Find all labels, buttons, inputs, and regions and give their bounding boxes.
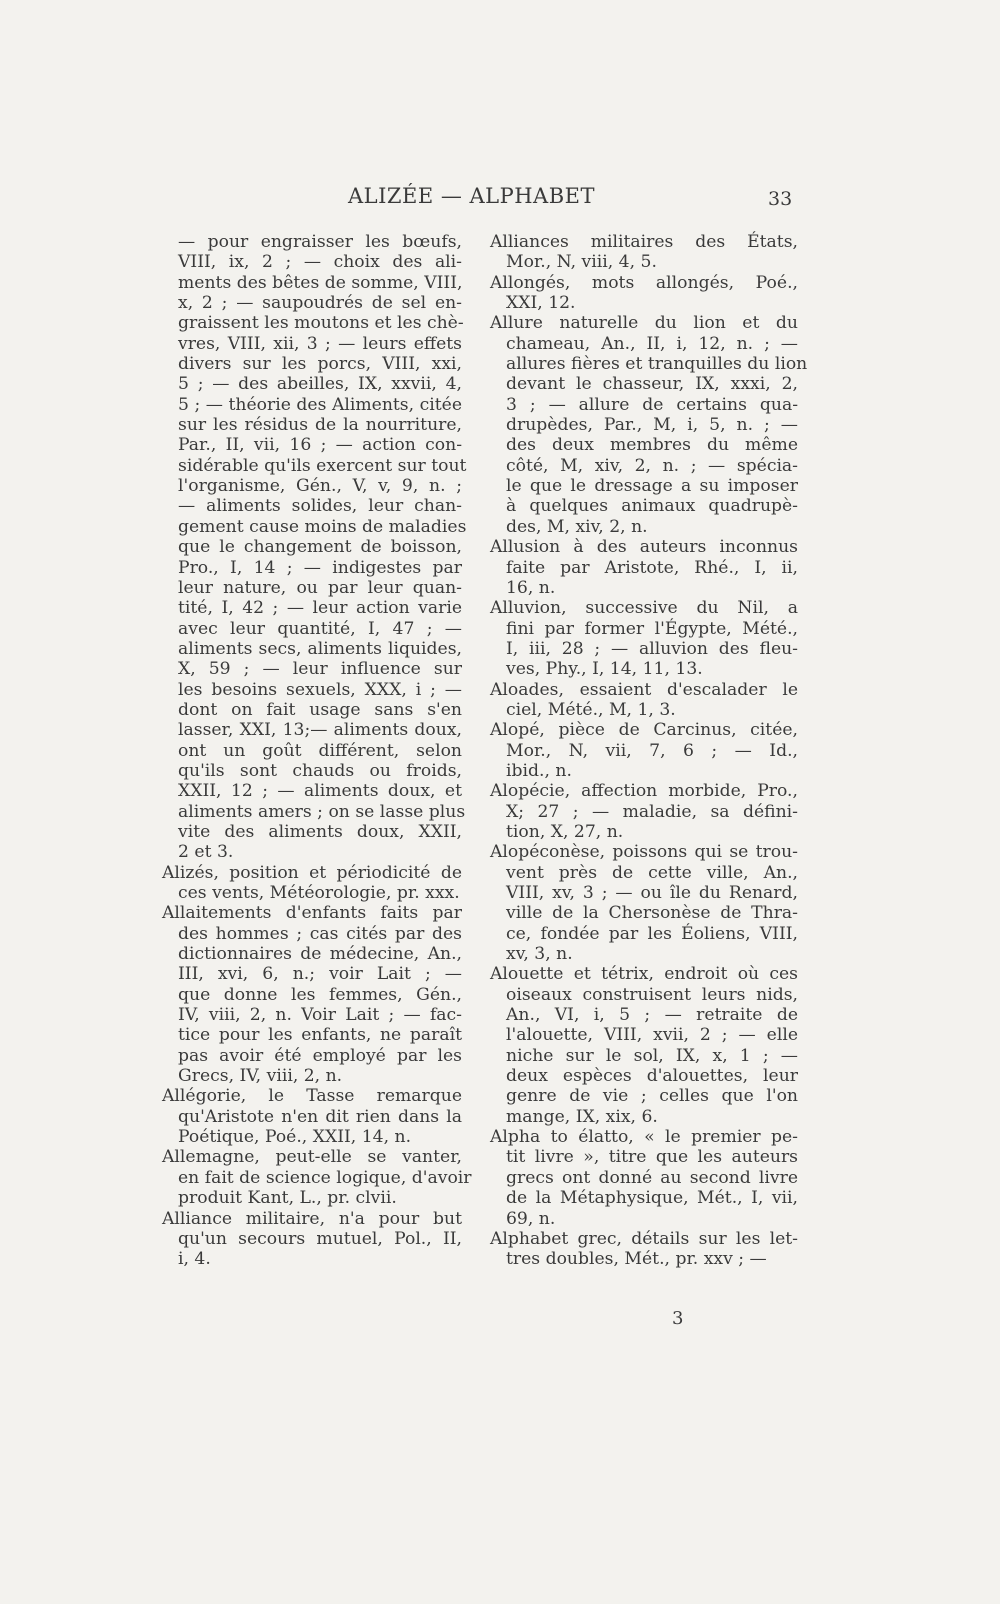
text-line: Allure naturelle du lion et du	[490, 313, 798, 334]
text-line: aliments amers ; on se lasse plus	[178, 801, 466, 822]
signature-mark: 3	[672, 1308, 684, 1329]
text-line: l'alouette, VIII, xvii, 2 ; — elle	[506, 1025, 798, 1046]
text-line: VIII, xv, 3 ; — ou île du Renard,	[506, 883, 798, 903]
text-line: Allusion à des auteurs inconnus	[490, 537, 798, 558]
text-line: vite des aliments doux, XXII,	[178, 821, 462, 842]
page-number: 33	[768, 188, 793, 210]
text-line: qu'un secours mutuel, Pol., II,	[178, 1228, 462, 1249]
left-column	[162, 232, 472, 1270]
text-line: 3 ; — allure de certains qua-	[506, 394, 798, 415]
text-line: sur les résidus de la nourriture,	[178, 415, 462, 436]
text-line: Alopécie, affection morbide, Pro.,	[490, 781, 798, 802]
text-line: grecs ont donné au second livre	[506, 1167, 798, 1188]
text-line: niche sur le sol, IX, x, 1 ; —	[506, 1045, 798, 1066]
text-line: Par., II, vii, 16 ; — action con-	[178, 435, 462, 456]
text-line: avec leur quantité, I, 47 ; —	[178, 618, 462, 639]
text-line: mange, IX, xix, 6.	[506, 1106, 658, 1127]
text-line: des hommes ; cas cités par des	[178, 923, 462, 944]
text-line: graissent les moutons et les chè-	[178, 313, 464, 334]
text-line: Grecs, IV, viii, 2, n.	[178, 1066, 343, 1087]
text-line: III, xvi, 6, n.; voir Lait ; —	[178, 964, 462, 985]
right-column	[490, 232, 808, 1270]
text-line: X; 27 ; — maladie, sa défini-	[506, 801, 798, 822]
text-line: ves, Phy., I, 14, 11, 13.	[506, 659, 703, 680]
text-line: qu'Aristote n'en dit rien dans la	[178, 1106, 462, 1127]
text-line: ciel, Mété., M, 1, 3.	[506, 699, 676, 720]
text-line: — pour engraisser les bœufs,	[178, 232, 462, 252]
text-line: — aliments solides, leur chan-	[178, 496, 462, 517]
text-line: Alopé, pièce de Carcinus, citée,	[490, 720, 798, 741]
text-line: genre de vie ; celles que l'on	[506, 1086, 798, 1107]
text-line: fini par former l'Égypte, Mété.,	[506, 618, 798, 639]
text-line: produit Kant, L., pr. clvii.	[178, 1188, 397, 1209]
text-line: tion, X, 27, n.	[506, 821, 624, 842]
text-line: vres, VIII, xii, 3 ; — leurs effets	[178, 333, 462, 354]
text-line: I, iii, 28 ; — alluvion des fleu-	[506, 638, 798, 659]
text-line: XXI, 12.	[506, 293, 576, 314]
text-line: ces vents, Météorologie, pr. xxx.	[178, 883, 460, 903]
text-line: dont on fait usage sans s'en	[178, 699, 462, 720]
text-line: Alluvion, successive du Nil, a	[490, 598, 798, 619]
text-line: 69, n.	[506, 1208, 556, 1229]
text-line: à quelques animaux quadrupè-	[506, 496, 798, 517]
text-line: tité, I, 42 ; — leur action varie	[178, 598, 462, 619]
text-line: vent près de cette ville, An.,	[506, 862, 798, 883]
text-line: des deux membres du même	[506, 435, 798, 456]
text-line: sidérable qu'ils exercent sur tout	[178, 455, 467, 476]
text-line: x, 2 ; — saupoudrés de sel en-	[178, 293, 462, 314]
running-head: ALIZÉE — ALPHABET	[348, 184, 595, 208]
text-line: leur nature, ou par leur quan-	[178, 577, 462, 598]
text-line: les besoins sexuels, XXX, i ; —	[178, 679, 462, 700]
text-line: 16, n.	[506, 577, 556, 598]
text-line: dictionnaires de médecine, An.,	[178, 944, 462, 965]
text-line: ments des bêtes de somme, VIII,	[178, 272, 463, 293]
text-line: XXII, 12 ; — aliments doux, et	[178, 781, 462, 802]
text-line: Mor., N, viii, 4, 5.	[506, 252, 657, 273]
text-line: tice pour les enfants, ne paraît	[178, 1025, 462, 1046]
text-line: lasser, XXI, 13;— aliments doux,	[178, 720, 462, 741]
text-line: Alliance militaire, n'a pour but	[162, 1208, 462, 1229]
text-line: ville de la Chersonèse de Thra-	[506, 903, 798, 924]
text-line: côté, M, xiv, 2, n. ; — spécia-	[506, 455, 798, 476]
text-line: Alouette et tétrix, endroit où ces	[490, 964, 798, 985]
text-line: 2 et 3.	[178, 842, 234, 863]
text-line: Allemagne, peut-elle se vanter,	[162, 1147, 462, 1168]
text-line: le que le dressage a su imposer	[506, 476, 798, 497]
text-line: Allaitements d'enfants faits par	[162, 903, 462, 924]
text-line: chameau, An., II, i, 12, n. ; —	[506, 333, 798, 354]
text-line: An., VI, i, 5 ; — retraite de	[506, 1005, 798, 1026]
text-line: devant le chasseur, IX, xxxi, 2,	[506, 374, 798, 395]
text-line: qu'ils sont chauds ou froids,	[178, 760, 462, 781]
text-line: IV, viii, 2, n. Voir Lait ; — fac-	[178, 1005, 462, 1026]
text-line: faite par Aristote, Rhé., I, ii,	[506, 557, 798, 578]
text-line: l'organisme, Gén., V, v, 9, n. ;	[178, 476, 462, 497]
text-line: Alphabet grec, détails sur les let-	[490, 1228, 798, 1249]
text-line: Alpha to élatto, « le premier pe-	[490, 1127, 798, 1148]
text-line: tres doubles, Mét., pr. xxv ; —	[506, 1249, 767, 1270]
text-line: deux espèces d'alouettes, leur	[506, 1066, 798, 1087]
text-line: que le changement de boisson,	[178, 537, 462, 558]
text-line: gement cause moins de maladies	[178, 516, 467, 537]
text-line: Alopéconèse, poissons qui se trou-	[490, 842, 798, 863]
text-line: Allongés, mots allongés, Poé.,	[490, 272, 798, 293]
text-line: Allégorie, le Tasse remarque	[162, 1086, 462, 1107]
text-line: Mor., N, vii, 7, 6 ; — Id.,	[506, 740, 798, 761]
text-line: des, M, xiv, 2, n.	[506, 516, 648, 537]
text-line: Aloades, essaient d'escalader le	[490, 679, 798, 700]
text-line: i, 4.	[178, 1249, 211, 1270]
text-line: allures fières et tranquilles du lion	[506, 354, 808, 375]
text-line: que donne les femmes, Gén.,	[178, 984, 462, 1005]
text-line: xv, 3, n.	[506, 944, 573, 965]
text-line: Alizés, position et périodicité de	[162, 862, 462, 883]
text-line: pas avoir été employé par les	[178, 1045, 462, 1066]
text-line: VIII, ix, 2 ; — choix des ali-	[178, 252, 462, 273]
text-line: en fait de science logique, d'avoir	[178, 1167, 472, 1188]
text-line: drupèdes, Par., M, i, 5, n. ; —	[506, 415, 798, 436]
text-line: tit livre », titre que les auteurs	[506, 1147, 798, 1168]
text-line: Poétique, Poé., XXII, 14, n.	[178, 1127, 412, 1148]
text-line: ont un goût différent, selon	[178, 740, 462, 761]
text-line: oiseaux construisent leurs nids,	[506, 984, 798, 1005]
text-line: divers sur les porcs, VIII, xxi,	[178, 354, 462, 375]
text-line: de la Métaphysique, Mét., I, vii,	[506, 1188, 798, 1209]
text-line: 5 ; — théorie des Aliments, citée	[178, 394, 462, 415]
text-line: ibid., n.	[506, 760, 572, 781]
page-header	[0, 184, 1000, 214]
text-line: Alliances militaires des États,	[490, 232, 798, 252]
text-line: X, 59 ; — leur influence sur	[178, 659, 462, 680]
text-line: Pro., I, 14 ; — indigestes par	[178, 557, 462, 578]
text-line: 5 ; — des abeilles, IX, xxvii, 4,	[178, 374, 462, 395]
text-line: ce, fondée par les Éoliens, VIII,	[506, 923, 798, 944]
text-line: aliments secs, aliments liquides,	[178, 638, 462, 659]
